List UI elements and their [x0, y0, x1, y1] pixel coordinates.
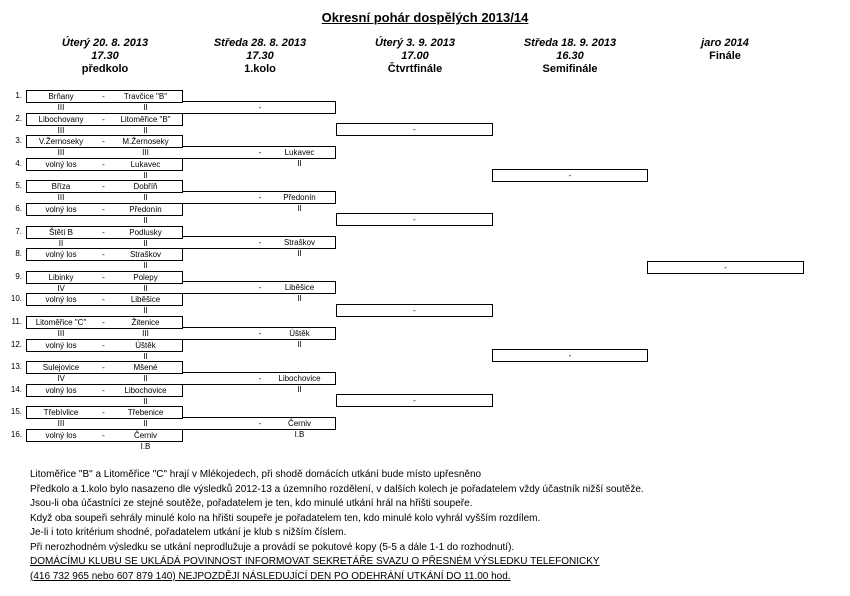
score: - [413, 396, 416, 406]
away-team: Předonín [283, 192, 316, 202]
score: - [413, 215, 416, 225]
round-date: Středa 18. 9. 2013 [523, 37, 617, 49]
separator: - [258, 192, 262, 202]
note-line: Když oba soupeři sehrály minulé kolo na hřišti soupeře je pořadatelem ten, kdo minulé kolo vyhrál vyšším rozdílem. [30, 512, 541, 524]
home-team: Štětí B [48, 227, 73, 237]
match-number: 13. [10, 362, 22, 372]
round-time: 17.30 [246, 50, 274, 62]
away-team: Třebenice [127, 408, 164, 418]
score: - [568, 170, 572, 180]
away-league: II [143, 193, 148, 203]
separator: - [102, 340, 105, 350]
away-team: Předonín [129, 205, 162, 214]
separator: - [102, 137, 105, 147]
match-number: 4. [15, 158, 22, 168]
separator: - [258, 418, 262, 428]
home-team: Libochovany [38, 114, 84, 124]
separator: - [102, 408, 105, 418]
home-league: III [57, 148, 65, 158]
round-date: Středa 28. 8. 2013 [213, 37, 307, 49]
match-number: 5. [15, 181, 22, 191]
away-team: Liběšice [130, 295, 161, 305]
away-team: Liběšice [284, 283, 315, 293]
separator: - [102, 431, 105, 440]
home-league: IV [57, 374, 65, 384]
home-league: IV [57, 283, 65, 293]
away-team: Litoměřice "B" [120, 114, 171, 124]
home-team: volný los [45, 431, 77, 440]
page-title: Okresní pohár dospělých 2013/14 [321, 10, 529, 25]
notice-line: DOMÁCÍMU KLUBU SE UKLÁDÁ POVINNOST INFORMOVAT SEKRETÁŘE SVAZU O PŘESNÉM VÝSLEDKU TELEFONICKY [30, 556, 600, 567]
separator: - [102, 92, 105, 101]
round-name: 1.kolo [244, 63, 276, 75]
score: - [724, 262, 727, 272]
away-team: Podlusky [129, 227, 162, 237]
match-number: 1. [15, 91, 22, 100]
home-league: III [57, 125, 65, 135]
round-header-first-round [180, 37, 340, 76]
score: - [413, 305, 416, 315]
separator: - [102, 159, 105, 169]
away-team: Straškov [283, 238, 316, 248]
separator: - [102, 272, 105, 282]
round-header-quarterfinal [335, 37, 495, 76]
round-header-final [645, 37, 805, 63]
round-date: Úterý 3. 9. 2013 [374, 37, 456, 49]
away-league: III [142, 329, 149, 338]
round-date: jaro 2014 [701, 37, 749, 49]
away-team: Černiv [133, 431, 158, 440]
away-league: II [297, 203, 302, 213]
note-line: Je-li i toto kritérium shodné, pořadatelem utkání je klub s nižším číslem. [30, 527, 347, 538]
home-team: Sulejovice [42, 363, 80, 373]
home-team: V.Žernoseky [38, 137, 84, 147]
home-team: volný los [45, 159, 77, 169]
note-line: Předkolo a 1.kolo bylo nasazeno dle výsledků 2012-13 a územního rozdělení, v dalších kolech je pořadatelem vždy účastník nižší soutěže. [30, 483, 644, 495]
separator: - [258, 283, 262, 293]
away-team: Mšené [133, 363, 158, 373]
home-team: Třebívlice [43, 408, 79, 418]
away-league: II [297, 294, 302, 304]
away-team: Lukavec [284, 147, 315, 157]
round-name: předkolo [81, 63, 129, 75]
home-team: volný los [45, 205, 77, 214]
home-team: volný los [45, 295, 77, 305]
match-number: 7. [15, 226, 22, 236]
away-team: Travčice "B" [123, 92, 168, 101]
match-number: 12. [10, 339, 22, 349]
separator: - [102, 318, 105, 327]
away-league: II [143, 396, 148, 406]
separator: - [258, 147, 262, 157]
round-header-preliminary [25, 37, 185, 76]
home-team: volný los [45, 340, 77, 350]
separator: - [102, 250, 105, 260]
home-league: III [57, 329, 65, 338]
away-league: II [143, 170, 148, 180]
notice-line: (416 732 965 nebo 607 879 140) NEJPOZDĚJI NÁSLEDUJÍCÍ DEN PO ODEHRÁNÍ UTKÁNÍ DO 11.00 hod. [30, 570, 511, 582]
away-team: Straškov [129, 250, 162, 260]
note-line: Litoměřice "B" a Litoměřice "C" hrají v Mlékojedech, při shodě domácích utkání bude místo upřesněno [30, 469, 482, 480]
away-league: II [143, 216, 148, 225]
round-name: Finále [709, 50, 741, 62]
away-team: Lukavec [130, 159, 161, 169]
away-team: Žitenice [131, 318, 160, 327]
round-time: 17.30 [91, 50, 119, 62]
away-league: II [297, 158, 302, 168]
match-number: 10. [10, 294, 22, 304]
separator: - [258, 373, 262, 383]
separator: - [102, 227, 105, 237]
away-team: Úštěk [135, 340, 156, 350]
separator: - [102, 205, 105, 214]
away-team: Černiv [287, 418, 312, 428]
home-team: Litoměřice "C" [35, 318, 87, 327]
home-team: Libinky [48, 272, 74, 282]
away-league: II [143, 125, 148, 135]
match-number: 9. [15, 271, 22, 281]
round-time: 17.00 [401, 50, 429, 62]
away-team: Libochovice [124, 385, 167, 395]
home-league: III [57, 103, 65, 112]
note-line: Při nerozhodném výsledku se utkání neprodlužuje a provádí se pokutové kopy (5-5 a dále 1-1 do rozhodnutí). [30, 541, 515, 553]
round-header-semifinal [490, 37, 650, 76]
away-team: Libochovice [278, 373, 321, 383]
home-team: Bříza [51, 182, 71, 192]
match-number: 2. [15, 113, 22, 123]
home-league: II [58, 238, 64, 248]
away-team: Polepy [133, 272, 158, 282]
separator: - [258, 328, 262, 338]
match-number: 14. [10, 384, 22, 394]
separator: - [258, 102, 262, 112]
match-number: 15. [10, 407, 22, 417]
away-league: II [143, 306, 148, 316]
away-league: II [143, 374, 148, 384]
separator: - [102, 295, 105, 305]
home-league: III [57, 193, 65, 203]
separator: - [258, 238, 262, 248]
separator: - [102, 363, 105, 373]
away-league: I.B [140, 442, 151, 451]
round-date: Úterý 20. 8. 2013 [61, 37, 149, 49]
away-league: II [143, 419, 148, 429]
away-team: Úštěk [289, 328, 310, 338]
separator: - [102, 385, 105, 395]
match-number: 11. [11, 317, 22, 326]
home-team: volný los [45, 250, 77, 260]
match-number: 6. [15, 204, 22, 213]
away-league: II [143, 283, 148, 293]
match-number: 8. [15, 249, 22, 259]
away-league: II [143, 103, 148, 112]
match-number: 3. [15, 136, 22, 146]
home-league: III [57, 419, 65, 429]
home-team: volný los [45, 385, 77, 395]
away-league: III [142, 148, 149, 158]
round-time: 16.30 [556, 50, 584, 62]
away-league: II [143, 261, 148, 271]
away-league: II [297, 249, 302, 259]
separator: - [102, 114, 105, 124]
score: - [568, 351, 572, 361]
away-league: II [143, 238, 148, 248]
home-team: Brňany [48, 92, 74, 101]
score: - [413, 125, 416, 134]
separator: - [102, 182, 105, 192]
away-league: II [143, 351, 148, 361]
away-league: I.B [294, 429, 305, 439]
notes [30, 468, 644, 584]
away-league: II [297, 384, 302, 394]
away-team: Dobříň [133, 182, 158, 192]
away-team: M.Žernoseky [122, 137, 169, 147]
match-number: 16. [10, 430, 22, 439]
round-name: Čtvrtfinále [387, 63, 443, 75]
note-line: Jsou-li oba účastníci ze stejné soutěže, pořadatelem je ten, kdo minulé utkání hrál na hřišti soupeře. [30, 498, 473, 509]
round-name: Semifinále [542, 63, 598, 75]
away-league: II [297, 339, 302, 349]
